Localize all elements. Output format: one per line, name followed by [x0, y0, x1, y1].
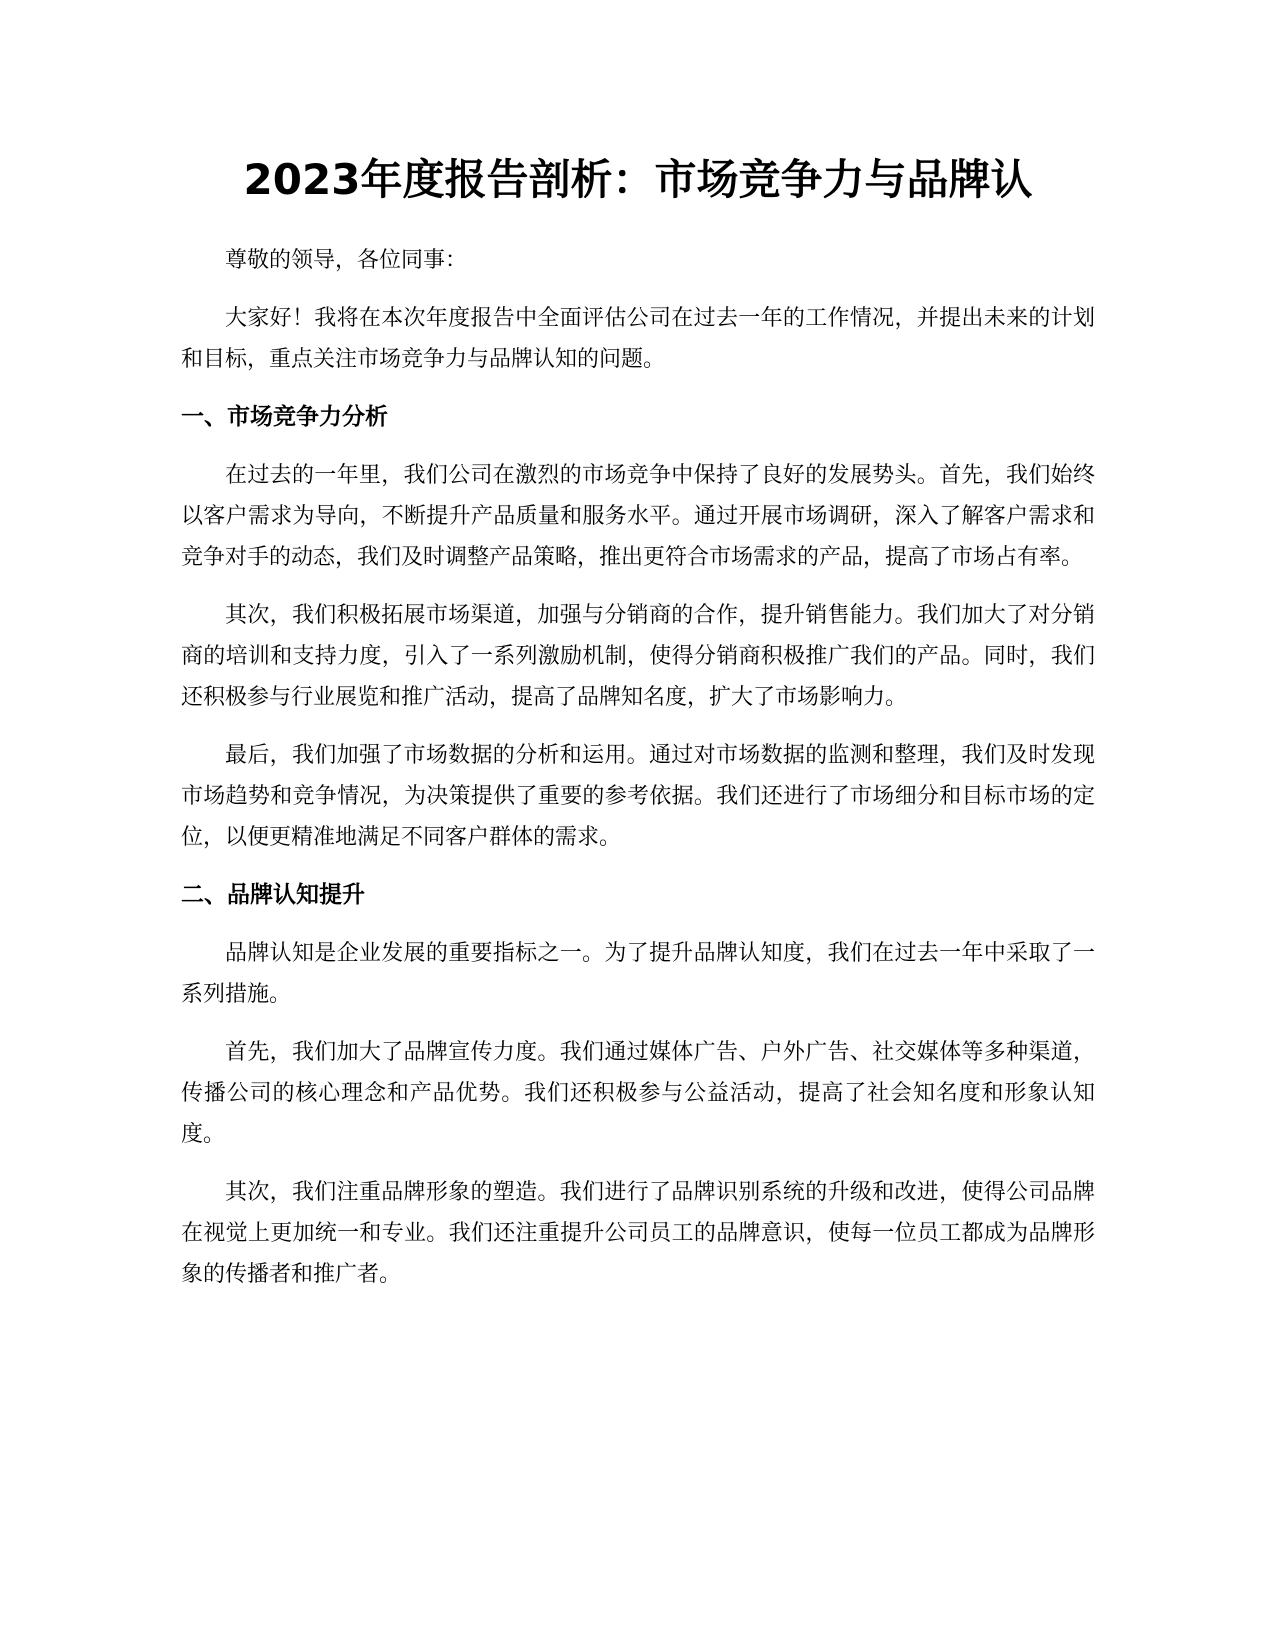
- spacer: [181, 438, 1095, 455]
- intro-paragraph: 大家好！我将在本次年度报告中全面评估公司在过去一年的工作情况，并提出未来的计划和目标，重点关注市场竞争力与品牌认知的问题。: [181, 306, 1095, 372]
- spacer: [181, 578, 1095, 595]
- spacer: [181, 1015, 1095, 1032]
- body-paragraph: 其次，我们积极拓展市场渠道，加强与分销商的合作，提升销售能力。我们加大了对分销商的培训和支持力度，引入了一系列激励机制，使得分销商积极推广我们的产品。同时，我们还积极参与行业展览和推广活动，提高了品牌知名度，扩大了市场影响力。: [181, 603, 1095, 710]
- document-title: 2023年度报告剖析：市场竞争力与品牌认: [243, 155, 1033, 204]
- greeting-paragraph: 尊敬的领导，各位同事：: [225, 248, 468, 273]
- report-page: [181, 140, 1095, 1295]
- spacer: [181, 281, 1095, 298]
- spacer: [181, 380, 1095, 397]
- spacer: [181, 858, 1095, 875]
- spacer: [181, 916, 1095, 933]
- section-heading-market-competitiveness: 一、市场竞争力分析: [181, 404, 388, 430]
- spacer: [181, 220, 1095, 240]
- body-paragraph: 最后，我们加强了市场数据的分析和运用。通过对市场数据的监测和整理，我们及时发现市场趋势和竞争情况，为决策提供了重要的参考依据。我们还进行了市场细分和目标市场的定位，以便更精准地满足不同客户群体的需求。: [181, 743, 1095, 850]
- body-paragraph: 品牌认知是企业发展的重要指标之一。为了提升品牌认知度，我们在过去一年中采取了一系列措施。: [181, 941, 1095, 1007]
- body-paragraph: 其次，我们注重品牌形象的塑造。我们进行了品牌识别系统的升级和改进，使得公司品牌在视觉上更加统一和专业。我们还注重提升公司员工的品牌意识，使每一位员工都成为品牌形象的传播者和推广者。: [181, 1180, 1095, 1287]
- section-heading-brand-awareness: 二、品牌认知提升: [181, 882, 365, 908]
- spacer: [181, 1155, 1095, 1172]
- spacer: [181, 718, 1095, 735]
- body-paragraph: 首先，我们加大了品牌宣传力度。我们通过媒体广告、户外广告、社交媒体等多种渠道，传播公司的核心理念和产品优势。我们还积极参与公益活动，提高了社会知名度和形象认知度。: [181, 1040, 1095, 1147]
- body-paragraph: 在过去的一年里，我们公司在激烈的市场竞争中保持了良好的发展势头。首先，我们始终以客户需求为导向，不断提升产品质量和服务水平。通过开展市场调研，深入了解客户需求和竞争对手的动态，我们及时调整产品策略，推出更符合市场需求的产品，提高了市场占有率。: [181, 463, 1095, 570]
